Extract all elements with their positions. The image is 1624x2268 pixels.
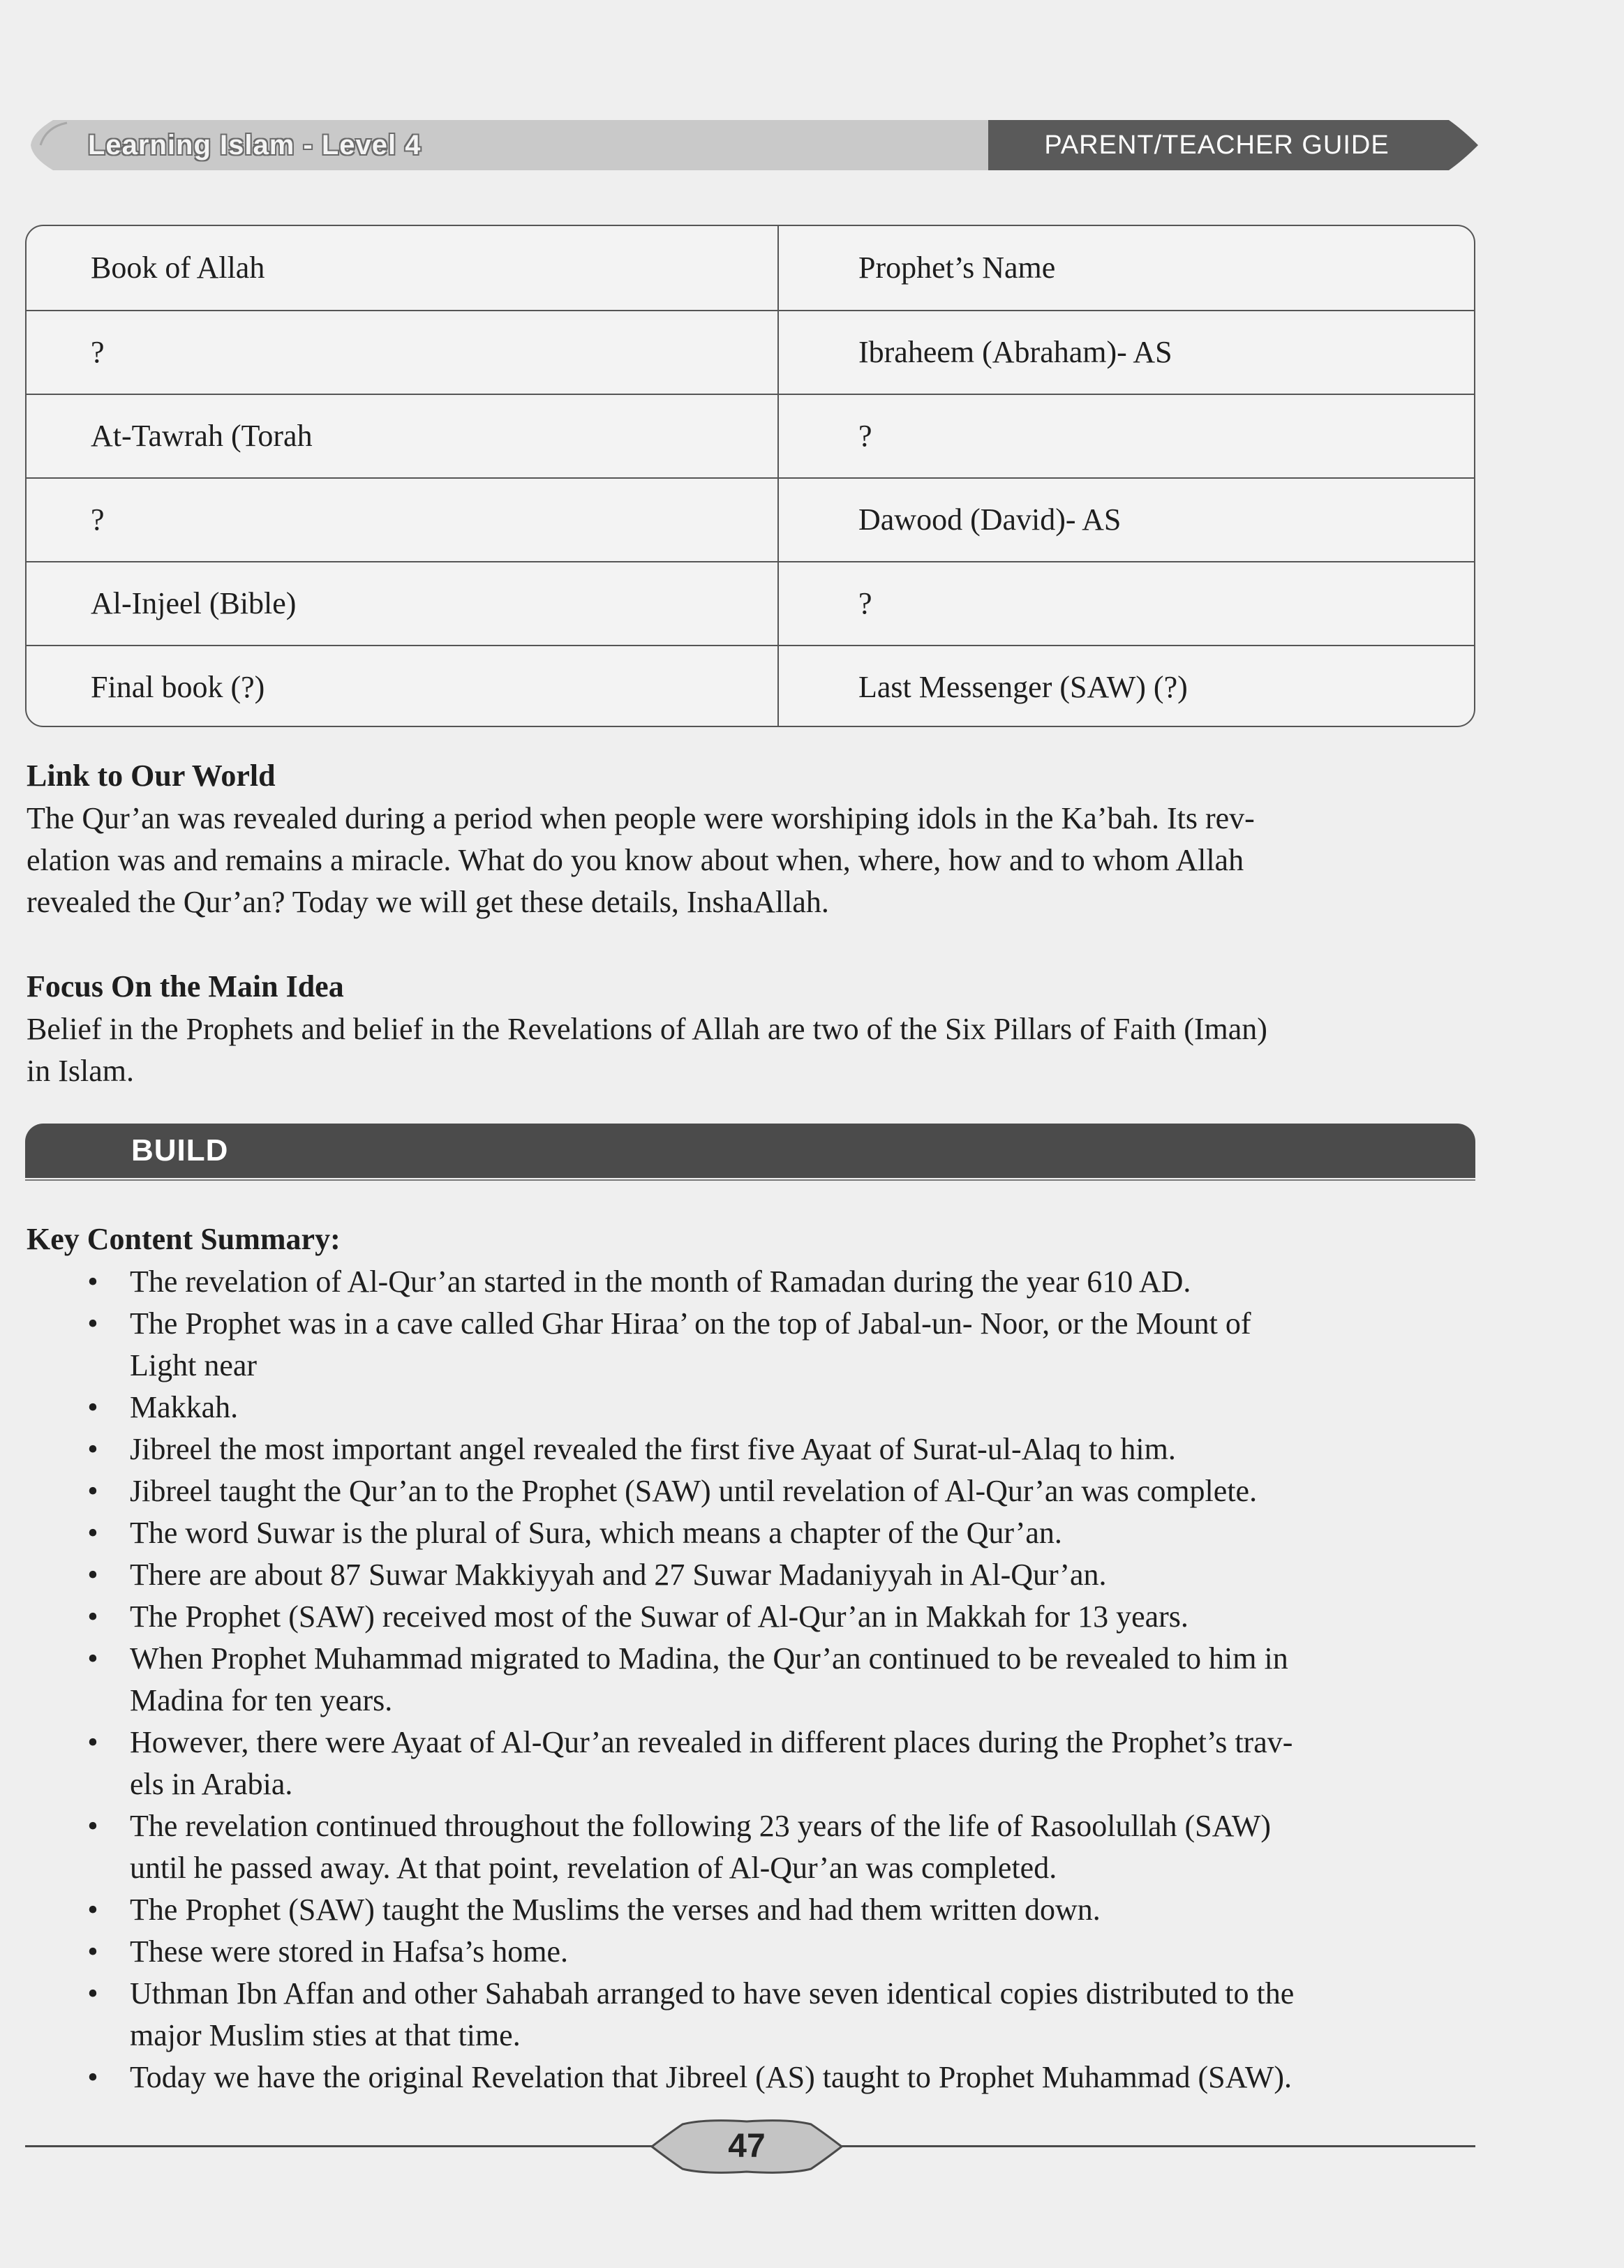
focus-section-heading: Focus On the Main Idea	[27, 969, 344, 1004]
list-item	[87, 1387, 1477, 1428]
list-item	[87, 1470, 1477, 1512]
list-item	[87, 1805, 1477, 1889]
bullet-marker: •	[87, 1725, 98, 1759]
paragraph-line: in Islam.	[27, 1054, 134, 1088]
series-title: Learning Islam - Level 4	[88, 130, 422, 161]
table-header-row	[27, 226, 1474, 310]
list-item-text: There are about 87 Suwar Makkiyyah and 27 Suwar Madaniyyah in Al-Qur’an.	[130, 1558, 1107, 1592]
list-item	[87, 1261, 1477, 1303]
table-header-prophet: Prophet’s Name	[858, 251, 1056, 285]
list-item-text: Jibreel taught the Qur’an to the Prophet (SAW) until revelation of Al-Qur’an was complete.	[130, 1474, 1258, 1508]
bullet-marker: •	[87, 1432, 98, 1466]
list-item	[87, 2057, 1477, 2098]
bullet-marker: •	[87, 1599, 98, 1634]
list-item	[87, 1596, 1477, 1638]
table-cell-prophet: Last Messenger (SAW) (?)	[858, 670, 1188, 704]
table-cell-book: Al-Injeel (Bible)	[91, 586, 297, 620]
bullet-marker: •	[87, 1893, 98, 1927]
summary-heading: Key Content Summary:	[27, 1222, 341, 1256]
table-row	[27, 394, 1474, 477]
table-cell-prophet: Dawood (David)- AS	[858, 502, 1122, 537]
table-cell-prophet: ?	[858, 419, 872, 453]
bullet-marker: •	[87, 1934, 98, 1969]
bullet-marker: •	[87, 1976, 98, 2010]
list-item	[87, 1973, 1477, 2057]
bullet-marker: •	[87, 1390, 98, 1424]
list-item	[87, 1722, 1477, 1805]
table-row	[27, 645, 1474, 727]
list-item-text: els in Arabia.	[130, 1767, 293, 1801]
list-item-text: When Prophet Muhammad migrated to Madina, the Qur’an continued to be revealed to him in	[130, 1641, 1288, 1676]
build-section-label: BUILD	[131, 1133, 229, 1167]
table-cell-book: ?	[91, 502, 105, 537]
build-section-bar	[25, 1124, 1475, 1178]
table-cell-prophet: Ibraheem (Abraham)- AS	[858, 335, 1172, 369]
list-item	[87, 1512, 1477, 1554]
list-item	[87, 1554, 1477, 1596]
list-item-text: Uthman Ibn Affan and other Sahabah arranged to have seven identical copies distributed to the	[130, 1976, 1295, 2010]
build-section-underline	[25, 1179, 1475, 1181]
link-section-paragraph	[27, 798, 1464, 923]
table-row	[27, 477, 1474, 561]
bullet-marker: •	[87, 2060, 98, 2094]
list-item-text: These were stored in Hafsa’s home.	[130, 1934, 569, 1969]
bullet-marker: •	[87, 1558, 98, 1592]
table-header-book: Book of Allah	[91, 251, 265, 285]
list-item-text: Light near	[130, 1348, 258, 1382]
link-section-heading: Link to Our World	[27, 759, 276, 793]
list-item-text: However, there were Ayaat of Al-Qur’an revealed in different places during the Prophet’s trav-	[130, 1725, 1293, 1759]
list-item-text: The Prophet (SAW) received most of the Suwar of Al-Qur’an in Makkah for 13 years.	[130, 1599, 1189, 1634]
list-item-text: The revelation continued throughout the following 23 years of the life of Rasoolullah (SAW)	[130, 1809, 1272, 1843]
list-item-text: major Muslim sties at that time.	[130, 2018, 521, 2052]
table-cell-book: At-Tawrah (Torah	[91, 419, 313, 453]
table-column-divider	[777, 226, 779, 726]
list-item-text: The Prophet (SAW) taught the Muslims the verses and had them written down.	[130, 1893, 1101, 1927]
list-item-text: The Prophet was in a cave called Ghar Hiraa’ on the top of Jabal-un- Noor, or the Mount of	[130, 1306, 1251, 1341]
bullet-marker: •	[87, 1809, 98, 1843]
table-row	[27, 561, 1474, 645]
guide-label: PARENT/TEACHER GUIDE	[1044, 130, 1390, 160]
bullet-marker: •	[87, 1306, 98, 1341]
bullet-marker: •	[87, 1516, 98, 1550]
list-item	[87, 1931, 1477, 1973]
table-row	[27, 310, 1474, 394]
list-item-text: Today we have the original Revelation that Jibreel (AS) taught to Prophet Muhammad (SAW).	[130, 2060, 1292, 2094]
paragraph-line: The Qur’an was revealed during a period when people were worshiping idols in the Ka’bah. Its rev-	[27, 801, 1255, 835]
bullet-marker: •	[87, 1264, 98, 1299]
books-prophets-table	[25, 225, 1475, 727]
list-item-text: Madina for ten years.	[130, 1683, 393, 1717]
list-item-text: Jibreel the most important angel revealed the first five Ayaat of Surat-ul-Alaq to him.	[130, 1432, 1176, 1466]
list-item	[87, 1428, 1477, 1470]
table-cell-prophet: ?	[858, 586, 872, 620]
paragraph-line: elation was and remains a miracle. What do you know about when, where, how and to whom Allah	[27, 843, 1244, 877]
table-cell-book: ?	[91, 335, 105, 369]
table-cell-book: Final book (?)	[91, 670, 265, 704]
list-item	[87, 1303, 1477, 1387]
bullet-marker: •	[87, 1474, 98, 1508]
focus-section-paragraph	[27, 1008, 1464, 1092]
list-item-text: until he passed away. At that point, revelation of Al-Qur’an was completed.	[130, 1851, 1057, 1885]
list-item	[87, 1889, 1477, 1931]
paragraph-line: Belief in the Prophets and belief in the Revelations of Allah are two of the Six Pillars of Faith (Iman)	[27, 1012, 1267, 1046]
page-number: 47	[728, 2128, 766, 2165]
page-header-banner	[25, 116, 1481, 174]
paragraph-line: revealed the Qur’an? Today we will get these details, InshaAllah.	[27, 885, 829, 919]
list-item-text: The revelation of Al-Qur’an started in the month of Ramadan during the year 610 AD.	[130, 1264, 1191, 1299]
list-item	[87, 1638, 1477, 1722]
page-number-badge	[649, 2119, 844, 2174]
bullet-marker: •	[87, 1641, 98, 1676]
list-item-text: Makkah.	[130, 1390, 239, 1424]
list-item-text: The word Suwar is the plural of Sura, which means a chapter of the Qur’an.	[130, 1516, 1062, 1550]
